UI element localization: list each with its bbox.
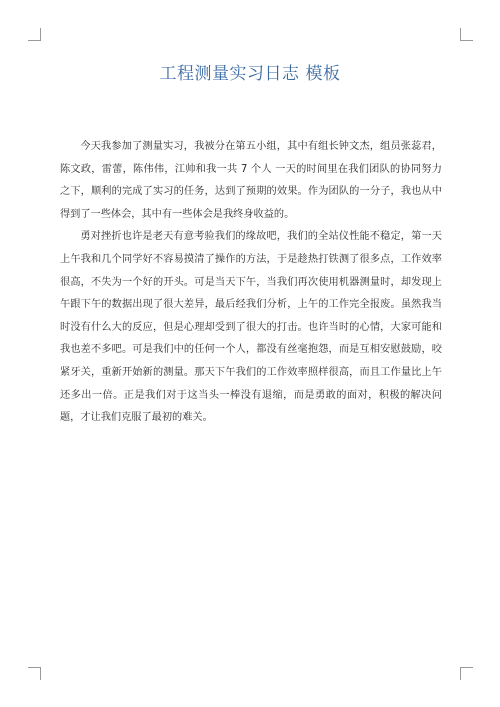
paragraph-2: 勇对挫折也许是老天有意考验我们的缘故吧，我们的全站仪性能不稳定，第一天上午我和几个同学好不容易摸清了操作的方法，于是趁热打铁测了很多点，工作效率很高，不失为一个好的开头。可是当天下午，当我们再次使用机器测量时，却发现上午跟下午的数据出现了很大差异，最后经我们分析，上午的工作完全报废。虽然我当时没有什么大的反应，但是心理却受到了很大的打击。也许当时的心情，大家可能和我也差不多吧。可是我们中的任何一个人，都没有丝毫抱怨，而是互相安慰鼓励，咬紧牙关，重新开始新的测量。那天下午我们的工作效率照样很高，而且工作量比上午还多出一倍。正是我们对于这当头一棒没有退缩，而是勇敢的面对，积极的解决问题，才让我们克服了最初的难关。 <box>60 231 442 424</box>
document-body <box>60 136 442 430</box>
crop-mark-top-left <box>28 28 41 41</box>
crop-mark-bottom-left <box>28 667 41 680</box>
crop-mark-bottom-right <box>460 667 473 680</box>
crop-mark-top-right <box>460 28 473 41</box>
document-title: 工程测量实习日志 模板 <box>159 64 341 84</box>
paragraph-1: 今天我参加了测量实习，我被分在第五小组，其中有组长钟文杰，组员张蕊君，陈文政，雷蕾，陈伟伟，江帅和我一共 7 个人 一天的时间里在我们团队的协同努力之下，顺利的完成了实习的任务，达到了预期的效果。作为团队的一分子，我也从中得到了一些体会，其中有一些体会是我终身收益的。 <box>60 141 442 220</box>
